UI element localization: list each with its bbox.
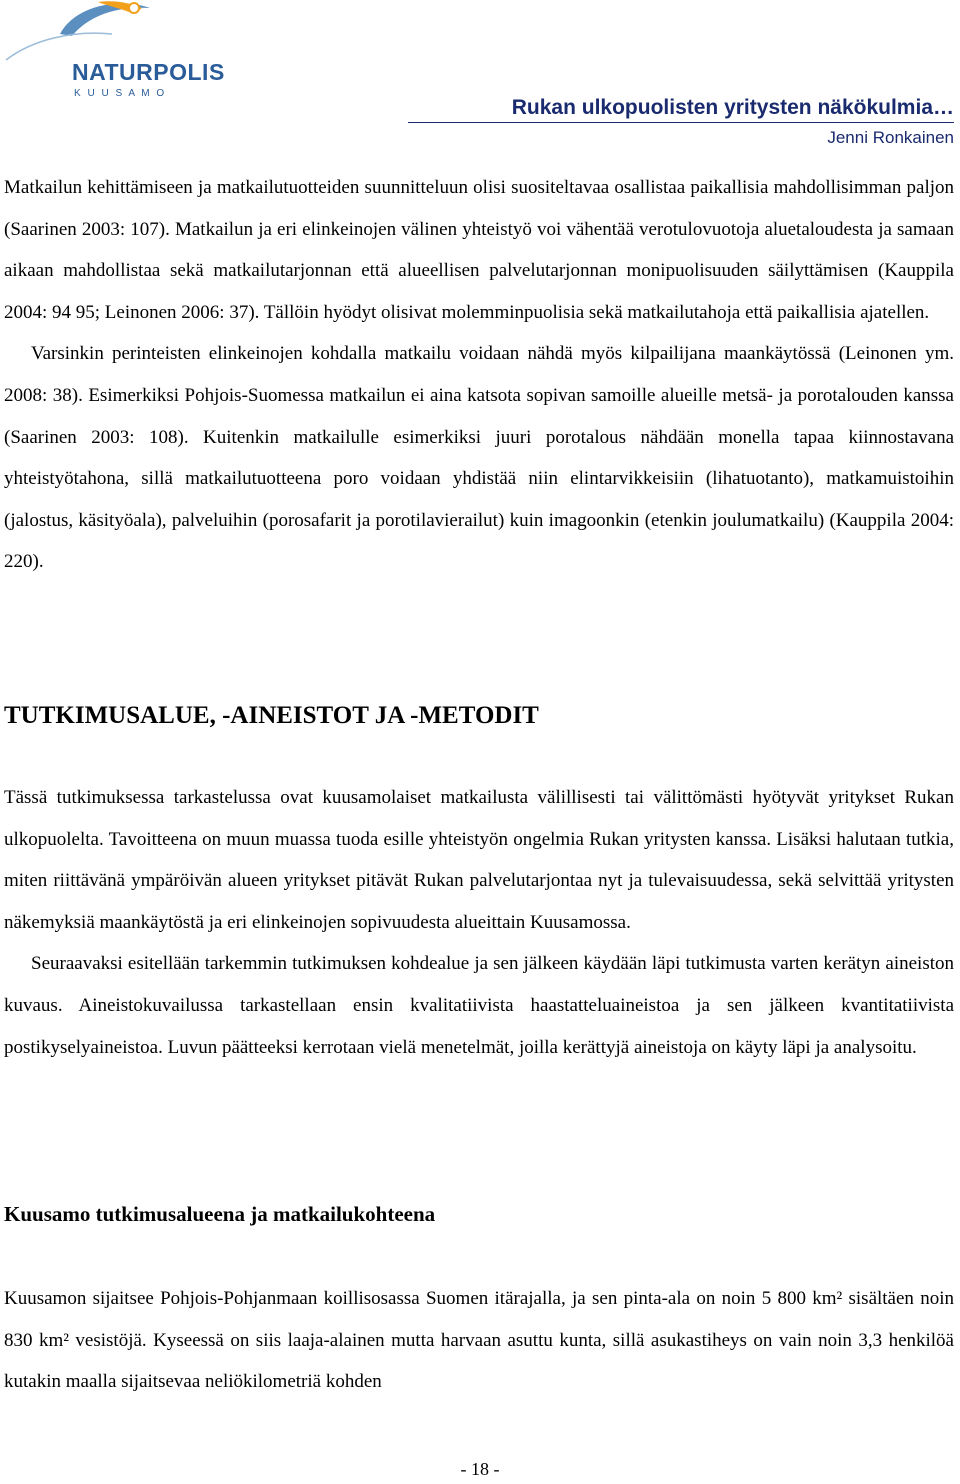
page-number: - 18 - xyxy=(460,1459,500,1479)
paragraph: Varsinkin perinteisten elinkeinojen kohdalla matkailu voidaan nähdä myös kilpailijana maankäytössä (Leinonen ym. 2008: 38). Esimerkiksi Pohjois-Suomessa matkailun ei aina katsota sopivan samoille alueille metsä- ja porotalouden kanssa (Saarinen 2003: 108). Kuitenkin matkailulle esimerkiksi juuri porotalous nähdään monella tapaa kiinnostavana yhteistyötahona, sillä matkailutuotteena poro voidaan yhdistää niin elintarvikkeisiin (lihatuotanto), matkamuistoihin (jalostus, käsityöala), palveluihin (porosafarit ja porotilavierailut) kuin imagoonkin (etenkin joulumatkailu) (Kauppila 2004: 220). xyxy=(4,343,954,573)
paragraph: Matkailun kehittämiseen ja matkailutuotteiden suunnitteluun olisi suositeltavaa osallistaa paikallisia mahdollisimman paljon (Saarinen 2003: 107). Matkailun ja eri elinkeinojen välinen yhteistyö voi vähentää verotulovuotoja aluetaloudesta ja samaan aikaan mahdollistaa sekä matkailutarjonnan että alueellisen palvelutarjonnan monipuolisuuden säilyttämisen (Kauppila 2004: 94 95; Leinonen 2006: 37). Tällöin hyödyt olisivat molemminpuolisia sekä matkailutahoja että paikallisia ajatellen. xyxy=(4,177,954,323)
naturpolis-logo xyxy=(2,0,225,100)
section-intro xyxy=(4,167,954,583)
paragraph: Kuusamon sijaitsee Pohjois-Pohjanmaan koillisosassa Suomen itärajalla, ja sen pinta-ala on noin 5 800 km² sisältäen noin 830 km² vesistöjä. Kyseessä on siis laaja-alainen mutta harvaan asuttu kunta, sillä asukastiheys on vain noin 3,3 henkilöä kutakin maalla sijaitsevaa neliökilometriä kohden xyxy=(4,1288,954,1393)
logo-text: NATURPOLIS xyxy=(72,59,225,85)
logo-sun xyxy=(129,3,139,13)
paragraph: Tässä tutkimuksessa tarkastelussa ovat kuusamolaiset matkailusta välillisesti tai välittömästi hyötyvät yritykset Rukan ulkopuolelta. Tavoitteena on muun muassa tuoda esille yhteistyön ongelmia Rukan yritysten kanssa. Lisäksi halutaan tutkia, miten riittävänä ympäröivän alueen yritykset pitävät Rukan palvelutarjontaa nyt ja tulevaisuudessa, sekä selvittää yritysten näkemyksiä maankäytöstä ja eri elinkeinojen sopivuudesta alueittain Kuusamossa. xyxy=(4,787,954,933)
section-kuusamo xyxy=(4,1278,954,1403)
header-title: Rukan ulkopuolisten yritysten näkökulmia… xyxy=(511,96,954,119)
section-heading: Kuusamo tutkimusalueena ja matkailukohteena xyxy=(4,1202,436,1226)
header-rule xyxy=(408,122,954,123)
logo-subtext: K U U S A M O xyxy=(74,88,167,99)
header-author: Jenni Ronkainen xyxy=(827,128,954,147)
chapter-heading: TUTKIMUSALUE, -AINEISTOT JA -METODIT xyxy=(4,702,539,729)
logo-line xyxy=(6,33,112,60)
section-methods xyxy=(4,777,954,1068)
paragraph: Seuraavaksi esitellään tarkemmin tutkimuksen kohdealue ja sen jälkeen käydään läpi tutkimusta varten kerätyn aineiston kuvaus. Aineistokuvailussa tarkastellaan ensin kvalitatiivista haastatteluaineistoa ja sen jälkeen kvantitatiivista postikyselyaineistoa. Luvun päätteeksi kerrotaan vielä menetelmät, joilla kerättyjä aineistoja on käyty läpi ja analysoitu. xyxy=(4,953,954,1058)
